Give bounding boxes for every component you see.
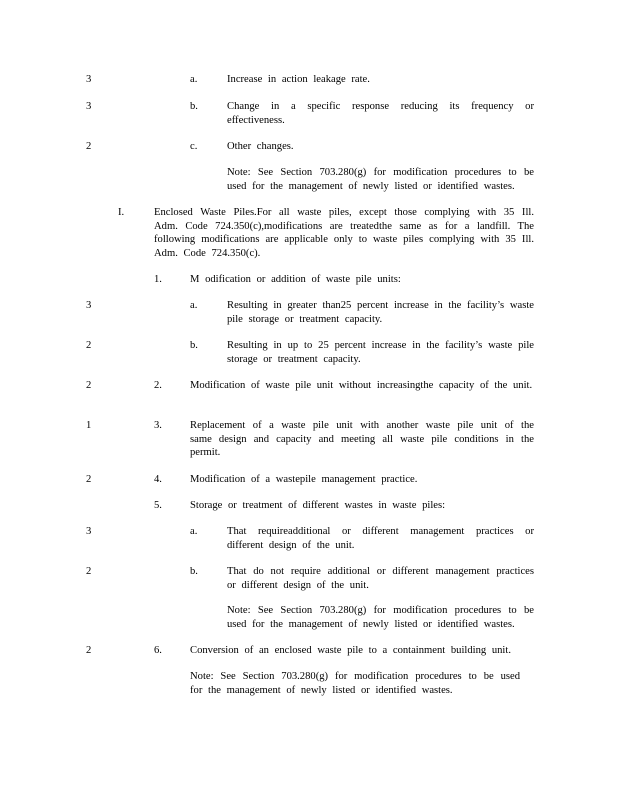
- item-text: Modification of waste pile unit without increasingthe capacity of the unit.: [190, 380, 533, 391]
- item-label: 5.: [154, 500, 162, 511]
- item-text: Change in a specific response reducing its frequency or effectiveness.: [227, 101, 534, 126]
- note-text: Note: See Section 703.280(g) for modification procedures to be used for the management of newly listed or identified wastes.: [227, 605, 534, 630]
- item-text: Conversion of an enclosed waste pile to a containment building unit.: [190, 645, 511, 656]
- item-text: That do not require additional or different management practices or different design of the unit.: [227, 566, 534, 591]
- class-number: 1: [86, 420, 92, 431]
- class-number: 2: [86, 380, 92, 391]
- item-label: 6.: [154, 645, 162, 656]
- item-label: 4.: [154, 474, 162, 485]
- item-text: That requireadditional or different management practices or different design of the unit.: [227, 526, 534, 551]
- item-label: b.: [190, 340, 198, 351]
- item-text: Storage or treatment of different wastes in waste piles:: [190, 500, 446, 511]
- class-number: 3: [86, 526, 92, 537]
- item-label: 1.: [154, 274, 162, 285]
- class-number: 3: [86, 101, 92, 112]
- section-label: I.: [118, 207, 125, 218]
- item-text: Other changes.: [227, 141, 294, 152]
- item-label: b.: [190, 101, 198, 112]
- item-text: Resulting in up to 25 percent increase in the facility’s waste pile storage or treatment capacity.: [227, 340, 534, 365]
- item-label: 2.: [154, 380, 162, 391]
- section-text: Enclosed Waste Piles.For all waste piles, except those complying with 35 Ill. Adm. Code 724.350(c),modifications are treatedthe same as for a landfill. The following modifications are applicable only to waste piles complying with 35 Ill. Adm. Code 724.350(c).: [154, 207, 534, 259]
- item-label: a.: [190, 300, 198, 311]
- class-number: 3: [86, 74, 92, 85]
- item-text: Modification of a wastepile management practice.: [190, 474, 418, 485]
- item-text: Resulting in greater than25 percent increase in the facility’s waste pile storage or treatment capacity.: [227, 300, 534, 325]
- item-text: Replacement of a waste pile unit with another waste pile unit of the same design and capacity and meeting all waste pile conditions in the permit.: [190, 420, 534, 459]
- item-label: b.: [190, 566, 198, 577]
- note-text: Note: See Section 703.280(g) for modification procedures to be used for the management of newly listed or identified wastes.: [227, 167, 534, 192]
- class-number: 2: [86, 141, 92, 152]
- item-label: a.: [190, 74, 198, 85]
- class-number: 2: [86, 474, 92, 485]
- item-text: M odification or addition of waste pile units:: [190, 274, 401, 285]
- item-label: a.: [190, 526, 198, 537]
- item-text: Increase in action leakage rate.: [227, 74, 370, 85]
- note-text: Note: See Section 703.280(g) for modification procedures to be used for the management of newly listed or identified wastes.: [190, 671, 520, 696]
- class-number: 2: [86, 566, 92, 577]
- item-label: 3.: [154, 420, 162, 431]
- item-label: c.: [190, 141, 198, 152]
- class-number: 2: [86, 340, 92, 351]
- class-number: 2: [86, 645, 92, 656]
- class-number: 3: [86, 300, 92, 311]
